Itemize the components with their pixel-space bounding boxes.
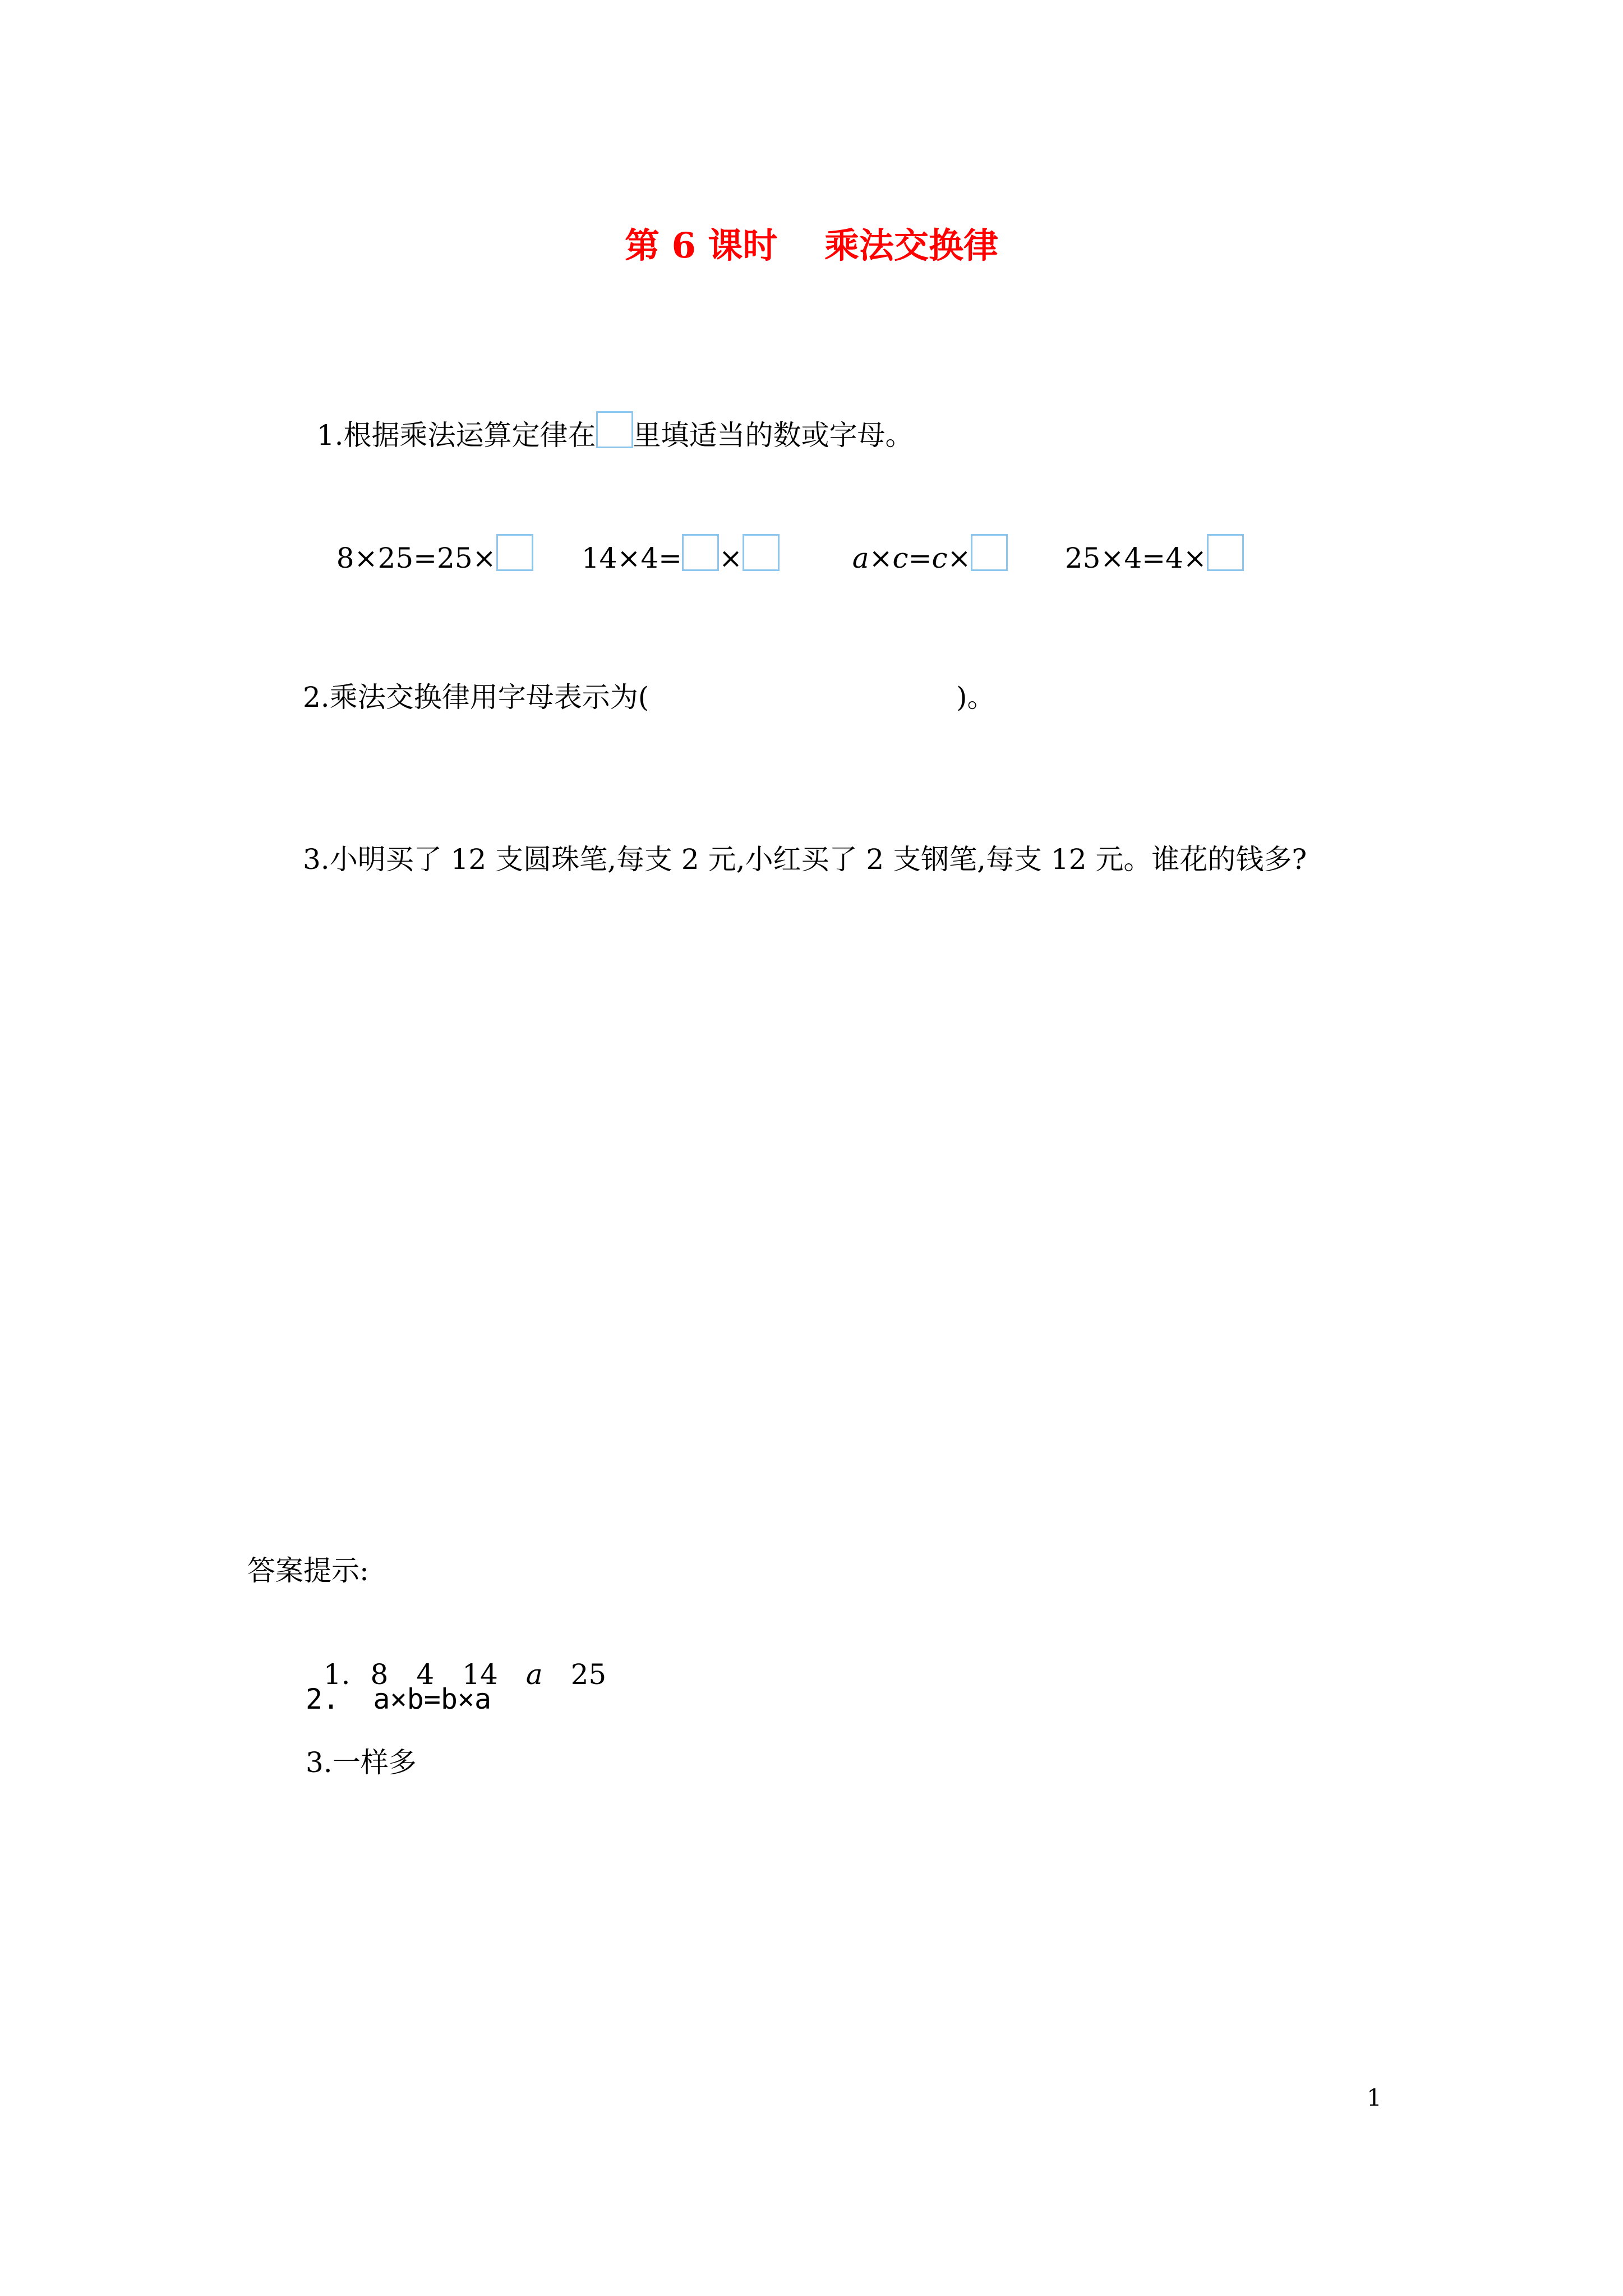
answer-box-5[interactable] — [1207, 534, 1244, 571]
equation-1 — [319, 495, 533, 578]
answer-1-value-4: a — [525, 1658, 543, 1691]
equals-sign: = — [908, 542, 932, 574]
answer-box-4[interactable] — [971, 534, 1008, 571]
answer-box-1[interactable] — [496, 534, 533, 571]
answer-box-2[interactable] — [682, 534, 719, 571]
times-sign-2: × — [947, 542, 971, 574]
question-1-text-a: 1.根据乘法运算定律在 — [316, 419, 596, 452]
answer-1-value-5: 25 — [570, 1658, 607, 1691]
answers-heading: 答案提示: — [247, 1554, 369, 1587]
page-number: 1 — [1367, 2084, 1382, 2111]
answer-box-3[interactable] — [743, 534, 780, 571]
answer-1-prefix: 1. — [323, 1658, 351, 1691]
equation-4-text: 25×4=4× — [1064, 542, 1207, 574]
question-2-prompt: 2.乘法交换律用字母表示为( — [303, 681, 649, 714]
equation-1-text: 8×25=25× — [336, 542, 496, 574]
equation-3 — [834, 495, 1008, 578]
equation-2-times: × — [719, 542, 743, 574]
question-3-prompt: 3.小明买了 12 支圆珠笔,每支 2 元,小红买了 2 支钢笔,每支 12 元。谁花的钱多? — [303, 843, 1307, 876]
equation-4 — [1047, 495, 1244, 578]
answer-3: 3.一样多 — [306, 1746, 417, 1779]
var-c-2: c — [932, 542, 948, 574]
question-1-prompt — [299, 372, 914, 455]
answer-box-example — [596, 411, 633, 448]
question-2-blank-close: )。 — [956, 681, 995, 714]
var-a: a — [852, 542, 869, 574]
answer-2: 2. a×b=b×a — [306, 1683, 492, 1715]
page-title: 第 6 课时 乘法交换律 — [625, 225, 998, 266]
answer-1-value-1: 8 — [370, 1658, 389, 1691]
equation-2-text: 14×4= — [581, 542, 683, 574]
times-sign: × — [869, 542, 893, 574]
equation-2 — [564, 495, 780, 578]
question-1-text-b: 里填适当的数或字母。 — [633, 419, 914, 452]
answer-1-value-2: 4 — [416, 1658, 435, 1691]
var-c: c — [892, 542, 909, 574]
answer-1-value-3: 14 — [462, 1658, 498, 1691]
